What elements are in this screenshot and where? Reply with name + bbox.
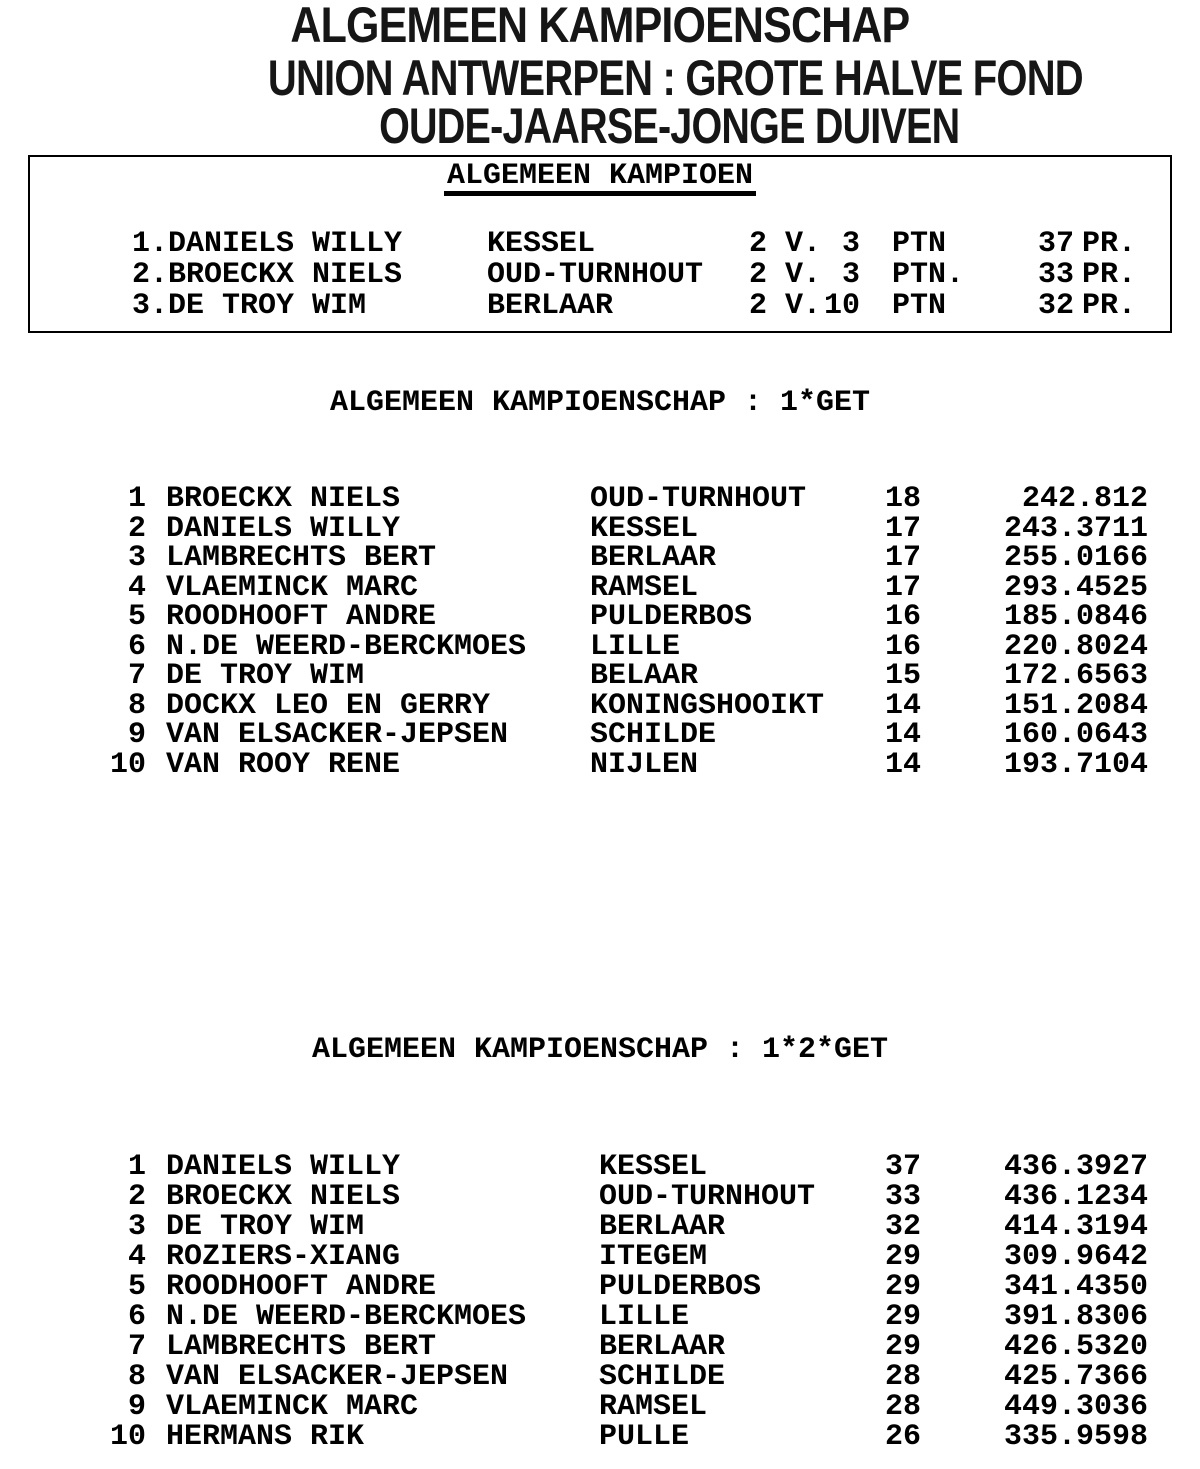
name-cell: ROODHOOFT ANDRE: [166, 1270, 437, 1304]
rank-cell: 1: [127, 482, 146, 516]
name-cell: VAN ELSACKER-JEPSEN: [166, 1360, 509, 1394]
rank-cell: 8: [127, 1360, 146, 1394]
points-cell: 26: [885, 1420, 922, 1454]
coefficient-cell: 151.2084: [1003, 688, 1148, 723]
rank-cell: 4: [127, 570, 146, 605]
coefficient-cell: 160.0643: [1003, 718, 1148, 752]
coefficient-cell: 391.8306: [1003, 1300, 1148, 1334]
city-cell: OUD-TURNHOUT: [599, 1180, 816, 1214]
page-title-line2-text: UNION ANTWERPEN : GROTE HALVE FOND: [267, 50, 1083, 106]
points-cell: 37: [885, 1150, 922, 1184]
rank-cell: 3: [127, 1210, 146, 1244]
city-cell: BELAAR: [590, 659, 699, 693]
points-label-cell: PTN: [892, 227, 947, 261]
points-cell: 28: [885, 1390, 922, 1424]
name-cell: N.DE WEERD-BERCKMOES: [166, 1300, 527, 1334]
city-cell: RAMSEL: [599, 1390, 708, 1424]
coefficient-cell: 426.5320: [1003, 1330, 1148, 1364]
champion-row: [30, 260, 1170, 290]
points-cell: 3: [841, 227, 860, 261]
table-row: [0, 1272, 1200, 1302]
points-label-cell: PTN.: [892, 258, 965, 292]
table-row: [0, 688, 1200, 723]
points-cell: 29: [885, 1270, 922, 1304]
coefficient-cell: 341.4350: [1003, 1270, 1148, 1304]
points-cell: 17: [885, 511, 922, 546]
points-cell: 14: [885, 688, 922, 723]
champion-box: [28, 155, 1172, 333]
name-cell: DOCKX LEO EN GERRY: [166, 688, 491, 723]
table-row: [0, 1242, 1200, 1272]
coefficient-cell: 220.8024: [1003, 629, 1148, 664]
points-cell: 28: [885, 1360, 922, 1394]
coefficient-cell: 335.9598: [1003, 1420, 1148, 1454]
table-row: [0, 602, 1200, 632]
name-cell: VLAEMINCK MARC: [166, 570, 419, 605]
rank-cell: 10: [109, 1420, 146, 1454]
section1-heading: ALGEMEEN KAMPIOENSCHAP : 1*GET: [329, 386, 871, 420]
coefficient-cell: 255.0166: [1003, 541, 1148, 575]
points-label-cell: PTN: [892, 289, 947, 323]
city-cell: KESSEL: [590, 511, 699, 546]
name-cell: BROECKX NIELS: [166, 1180, 401, 1214]
table-row: [0, 543, 1200, 573]
points-cell: 32: [885, 1210, 922, 1244]
city-cell: BERLAAR: [590, 541, 717, 575]
rank-cell: 8: [127, 688, 146, 723]
name-cell: LAMBRECHTS BERT: [166, 541, 437, 575]
coefficient-cell: 414.3194: [1003, 1210, 1148, 1244]
rank-cell: 2: [127, 1180, 146, 1214]
coefficient-cell: 436.3927: [1003, 1150, 1148, 1184]
coefficient-cell: 242.812: [1021, 482, 1148, 516]
coefficient-cell: 243.3711: [1003, 511, 1148, 546]
city-cell: OUD-TURNHOUT: [487, 258, 704, 292]
city-cell: PULDERBOS: [590, 600, 753, 634]
table-row: [0, 1422, 1200, 1452]
name-cell: HERMANS RIK: [166, 1420, 365, 1454]
rank-cell: 7: [127, 1330, 146, 1364]
table-row: [0, 511, 1200, 546]
races-cell: 2 V.: [749, 258, 822, 292]
champion-row: [30, 291, 1170, 321]
name-cell: LAMBRECHTS BERT: [166, 1330, 437, 1364]
section2-heading: ALGEMEEN KAMPIOENSCHAP : 1*2*GET: [311, 1033, 889, 1067]
points-cell: 16: [885, 600, 922, 634]
city-cell: PULDERBOS: [599, 1270, 762, 1304]
champion-box-heading: ALGEMEEN KAMPIOEN: [444, 163, 756, 196]
city-cell: OUD-TURNHOUT: [590, 482, 807, 516]
rank-cell: 9: [127, 1390, 146, 1424]
champion-box-heading-wrap: [30, 159, 1170, 196]
prizes-label-cell: PR.: [1082, 227, 1137, 261]
city-cell: SCHILDE: [590, 718, 717, 752]
city-cell: ITEGEM: [599, 1240, 708, 1274]
rank-cell: 7: [127, 659, 146, 693]
name-cell: VAN ELSACKER-JEPSEN: [166, 718, 509, 752]
city-cell: BERLAAR: [599, 1330, 726, 1364]
rank-cell: 5: [127, 1270, 146, 1304]
table-row: [0, 484, 1200, 514]
points-cell: 18: [885, 482, 922, 516]
points-cell: 29: [885, 1240, 922, 1274]
coefficient-cell: 172.6563: [1003, 659, 1148, 693]
table-row: [0, 629, 1200, 664]
coefficient-cell: 293.4525: [1003, 570, 1148, 605]
city-cell: KESSEL: [599, 1150, 708, 1184]
rank-cell: 6: [127, 1300, 146, 1334]
points-cell: 15: [885, 659, 922, 693]
prizes-cell: 32: [1038, 289, 1075, 323]
table-row: [0, 661, 1200, 691]
coefficient-cell: 185.0846: [1003, 600, 1148, 634]
page-title-line3-text: OUDE-JAARSE-JONGE DUIVEN: [378, 98, 960, 154]
section1-table: [0, 482, 1200, 782]
city-cell: LILLE: [599, 1300, 690, 1334]
table-row: [0, 1212, 1200, 1242]
rank-cell: 10: [109, 747, 146, 782]
page-title-line3: [0, 98, 1200, 154]
name-cell: VAN ROOY RENE: [166, 747, 401, 782]
rank-cell: 1: [127, 1150, 146, 1184]
rank-cell: 6: [127, 629, 146, 664]
points-cell: 10: [823, 289, 860, 323]
section2-table: [0, 1152, 1200, 1452]
name-cell: N.DE WEERD-BERCKMOES: [166, 629, 527, 664]
coefficient-cell: 309.9642: [1003, 1240, 1148, 1274]
points-cell: 14: [885, 718, 922, 752]
prizes-cell: 37: [1038, 227, 1075, 261]
table-row: [0, 747, 1200, 782]
city-cell: KONINGSHOOIKT: [590, 688, 825, 723]
champion-row: [30, 229, 1170, 259]
table-row: [0, 1182, 1200, 1212]
city-cell: SCHILDE: [599, 1360, 726, 1394]
rank-cell: 5: [127, 600, 146, 634]
city-cell: BERLAAR: [487, 289, 614, 323]
table-row: [0, 720, 1200, 750]
points-cell: 17: [885, 570, 922, 605]
name-cell: DANIELS WILLY: [166, 1150, 401, 1184]
table-row: [0, 1392, 1200, 1422]
name-cell: 2.BROECKX NIELS: [132, 258, 403, 292]
page-title-line1-text: ALGEMEEN KAMPIOENSCHAP: [290, 0, 910, 53]
table-row: [0, 1332, 1200, 1362]
city-cell: RAMSEL: [590, 570, 699, 605]
name-cell: DANIELS WILLY: [166, 511, 401, 546]
coefficient-cell: 425.7366: [1003, 1360, 1148, 1394]
rank-cell: 4: [127, 1240, 146, 1274]
prizes-label-cell: PR.: [1082, 258, 1137, 292]
races-cell: 2 V.: [749, 289, 822, 323]
points-cell: 29: [885, 1330, 922, 1364]
rank-cell: 3: [127, 541, 146, 575]
page-title-line1: [0, 0, 1200, 53]
city-cell: KESSEL: [487, 227, 596, 261]
points-cell: 16: [885, 629, 922, 664]
name-cell: ROODHOOFT ANDRE: [166, 600, 437, 634]
coefficient-cell: 436.1234: [1003, 1180, 1148, 1214]
name-cell: DE TROY WIM: [166, 659, 365, 693]
points-cell: 33: [885, 1180, 922, 1214]
coefficient-cell: 449.3036: [1003, 1390, 1148, 1424]
rank-cell: 2: [127, 511, 146, 546]
points-cell: 29: [885, 1300, 922, 1334]
table-row: [0, 1152, 1200, 1182]
name-cell: VLAEMINCK MARC: [166, 1390, 419, 1424]
table-row: [0, 570, 1200, 605]
name-cell: BROECKX NIELS: [166, 482, 401, 516]
city-cell: BERLAAR: [599, 1210, 726, 1244]
name-cell: DE TROY WIM: [166, 1210, 365, 1244]
points-cell: 17: [885, 541, 922, 575]
city-cell: PULLE: [599, 1420, 690, 1454]
prizes-cell: 33: [1038, 258, 1075, 292]
page-title-line2: [0, 50, 1200, 106]
prizes-label-cell: PR.: [1082, 289, 1137, 323]
name-cell: ROZIERS-XIANG: [166, 1240, 401, 1274]
coefficient-cell: 193.7104: [1003, 747, 1148, 782]
name-cell: 3.DE TROY WIM: [132, 289, 367, 323]
points-cell: 3: [841, 258, 860, 292]
table-row: [0, 1302, 1200, 1332]
city-cell: NIJLEN: [590, 747, 699, 782]
city-cell: LILLE: [590, 629, 681, 664]
table-row: [0, 1362, 1200, 1392]
races-cell: 2 V.: [749, 227, 822, 261]
rank-cell: 9: [127, 718, 146, 752]
points-cell: 14: [885, 747, 922, 782]
name-cell: 1.DANIELS WILLY: [132, 227, 403, 261]
